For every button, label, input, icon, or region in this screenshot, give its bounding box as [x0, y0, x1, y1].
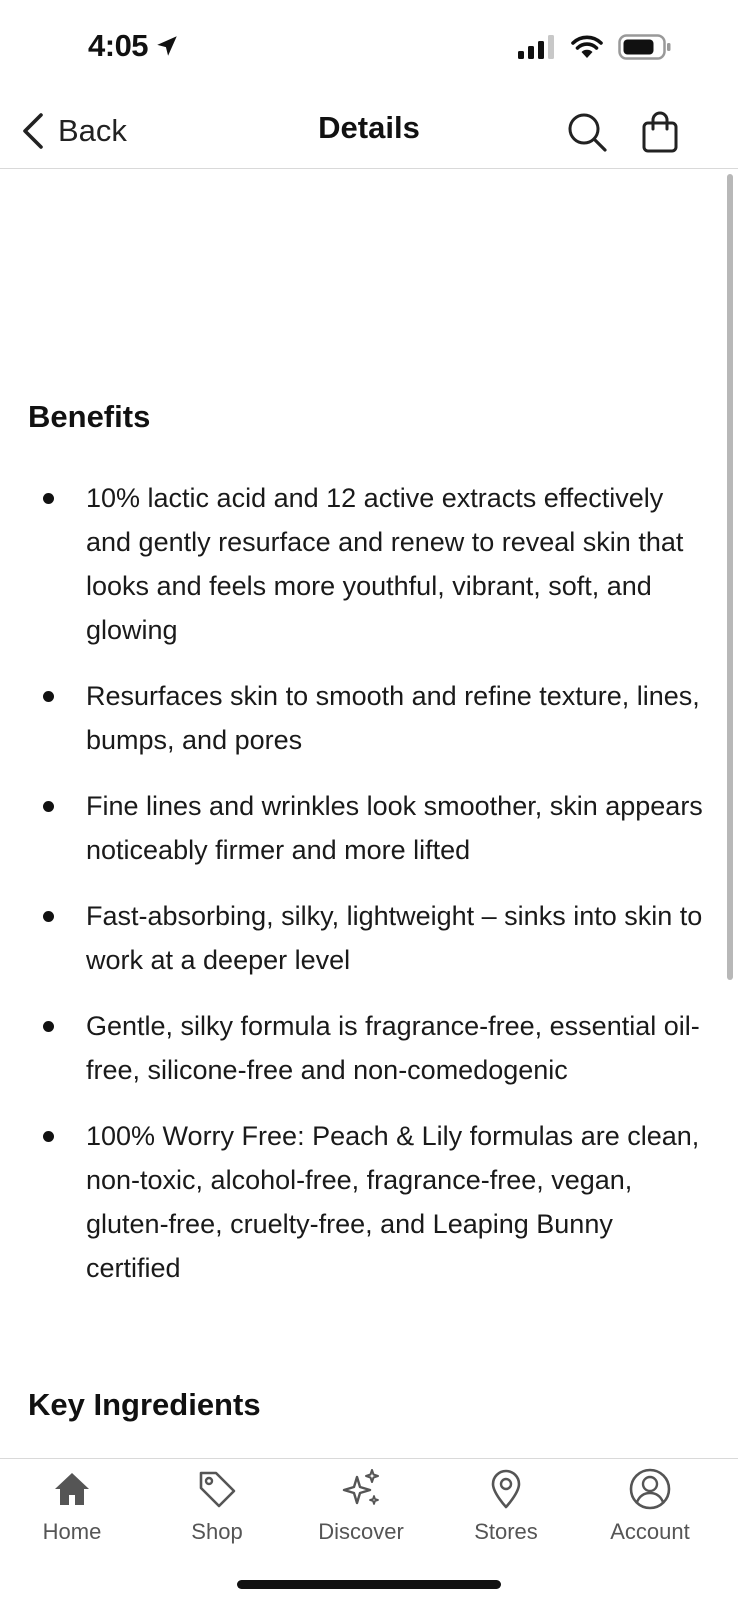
- bullet: [43, 801, 54, 812]
- bullet: [43, 493, 54, 504]
- bullet: [43, 691, 54, 702]
- sparkle-icon: [339, 1467, 383, 1511]
- status-indicators: [518, 34, 672, 60]
- benefit-text: 100% Worry Free: Peach & Lily formulas are clean, non-toxic, alcohol-free, fragrance-free, vegan, gluten-free, cruelty-free, and Leaping Bunny certified: [86, 1121, 700, 1283]
- key-ingredients-heading: Key Ingredients: [28, 1387, 261, 1422]
- bullet: [43, 1021, 54, 1032]
- tab-label: Home: [42, 1519, 102, 1544]
- benefit-text: Fine lines and wrinkles look smoother, skin appears noticeably firmer and more lifted: [86, 791, 703, 865]
- cellular-signal-icon: [518, 35, 556, 59]
- list-item: [0, 476, 738, 652]
- tab-label: Stores: [474, 1519, 538, 1544]
- list-item: [0, 784, 738, 872]
- tag-icon: [195, 1467, 239, 1511]
- tab-discover[interactable]: [291, 1467, 431, 1545]
- tab-home[interactable]: [2, 1467, 142, 1545]
- back-label: Back: [58, 113, 127, 148]
- benefits-heading: Benefits: [28, 399, 151, 434]
- tab-stores[interactable]: [436, 1467, 576, 1545]
- status-time: [88, 28, 180, 64]
- navigation-bar: [0, 100, 738, 169]
- tab-account[interactable]: [580, 1467, 720, 1545]
- tab-label: Discover: [318, 1519, 404, 1544]
- location-pin-icon: [484, 1467, 528, 1511]
- benefit-text: Gentle, silky formula is fragrance-free, essential oil-free, silicone-free and non-comedogenic: [86, 1011, 700, 1085]
- scrollbar[interactable]: [727, 174, 733, 980]
- status-bar: [0, 0, 738, 100]
- location-arrow-icon: [154, 33, 180, 59]
- home-indicator: [237, 1580, 501, 1589]
- account-icon: [628, 1467, 672, 1511]
- page-title: Details: [318, 110, 420, 145]
- home-icon: [50, 1467, 94, 1511]
- tab-label: Shop: [191, 1519, 243, 1544]
- battery-icon: [618, 34, 672, 60]
- shopping-bag-icon[interactable]: [636, 108, 684, 156]
- list-item: [0, 894, 738, 982]
- wifi-icon: [570, 34, 604, 60]
- list-item: [0, 674, 738, 762]
- tab-label: Account: [610, 1519, 690, 1544]
- bullet: [43, 1131, 54, 1142]
- product-details-content[interactable]: [0, 169, 738, 1457]
- benefit-text: Resurfaces skin to smooth and refine texture, lines, bumps, and pores: [86, 681, 700, 755]
- benefit-text: Fast-absorbing, silky, lightweight – sinks into skin to work at a deeper level: [86, 901, 703, 975]
- tab-shop[interactable]: [147, 1467, 287, 1545]
- benefit-text: 10% lactic acid and 12 active extracts effectively and gently resurface and renew to reveal skin that looks and feels more youthful, vibrant, soft, and glowing: [86, 483, 684, 645]
- list-item: [0, 1004, 738, 1092]
- benefits-list: [0, 476, 738, 1312]
- clock-text: 4:05: [88, 28, 149, 63]
- search-icon[interactable]: [563, 108, 611, 156]
- list-item: [0, 1114, 738, 1290]
- bullet: [43, 911, 54, 922]
